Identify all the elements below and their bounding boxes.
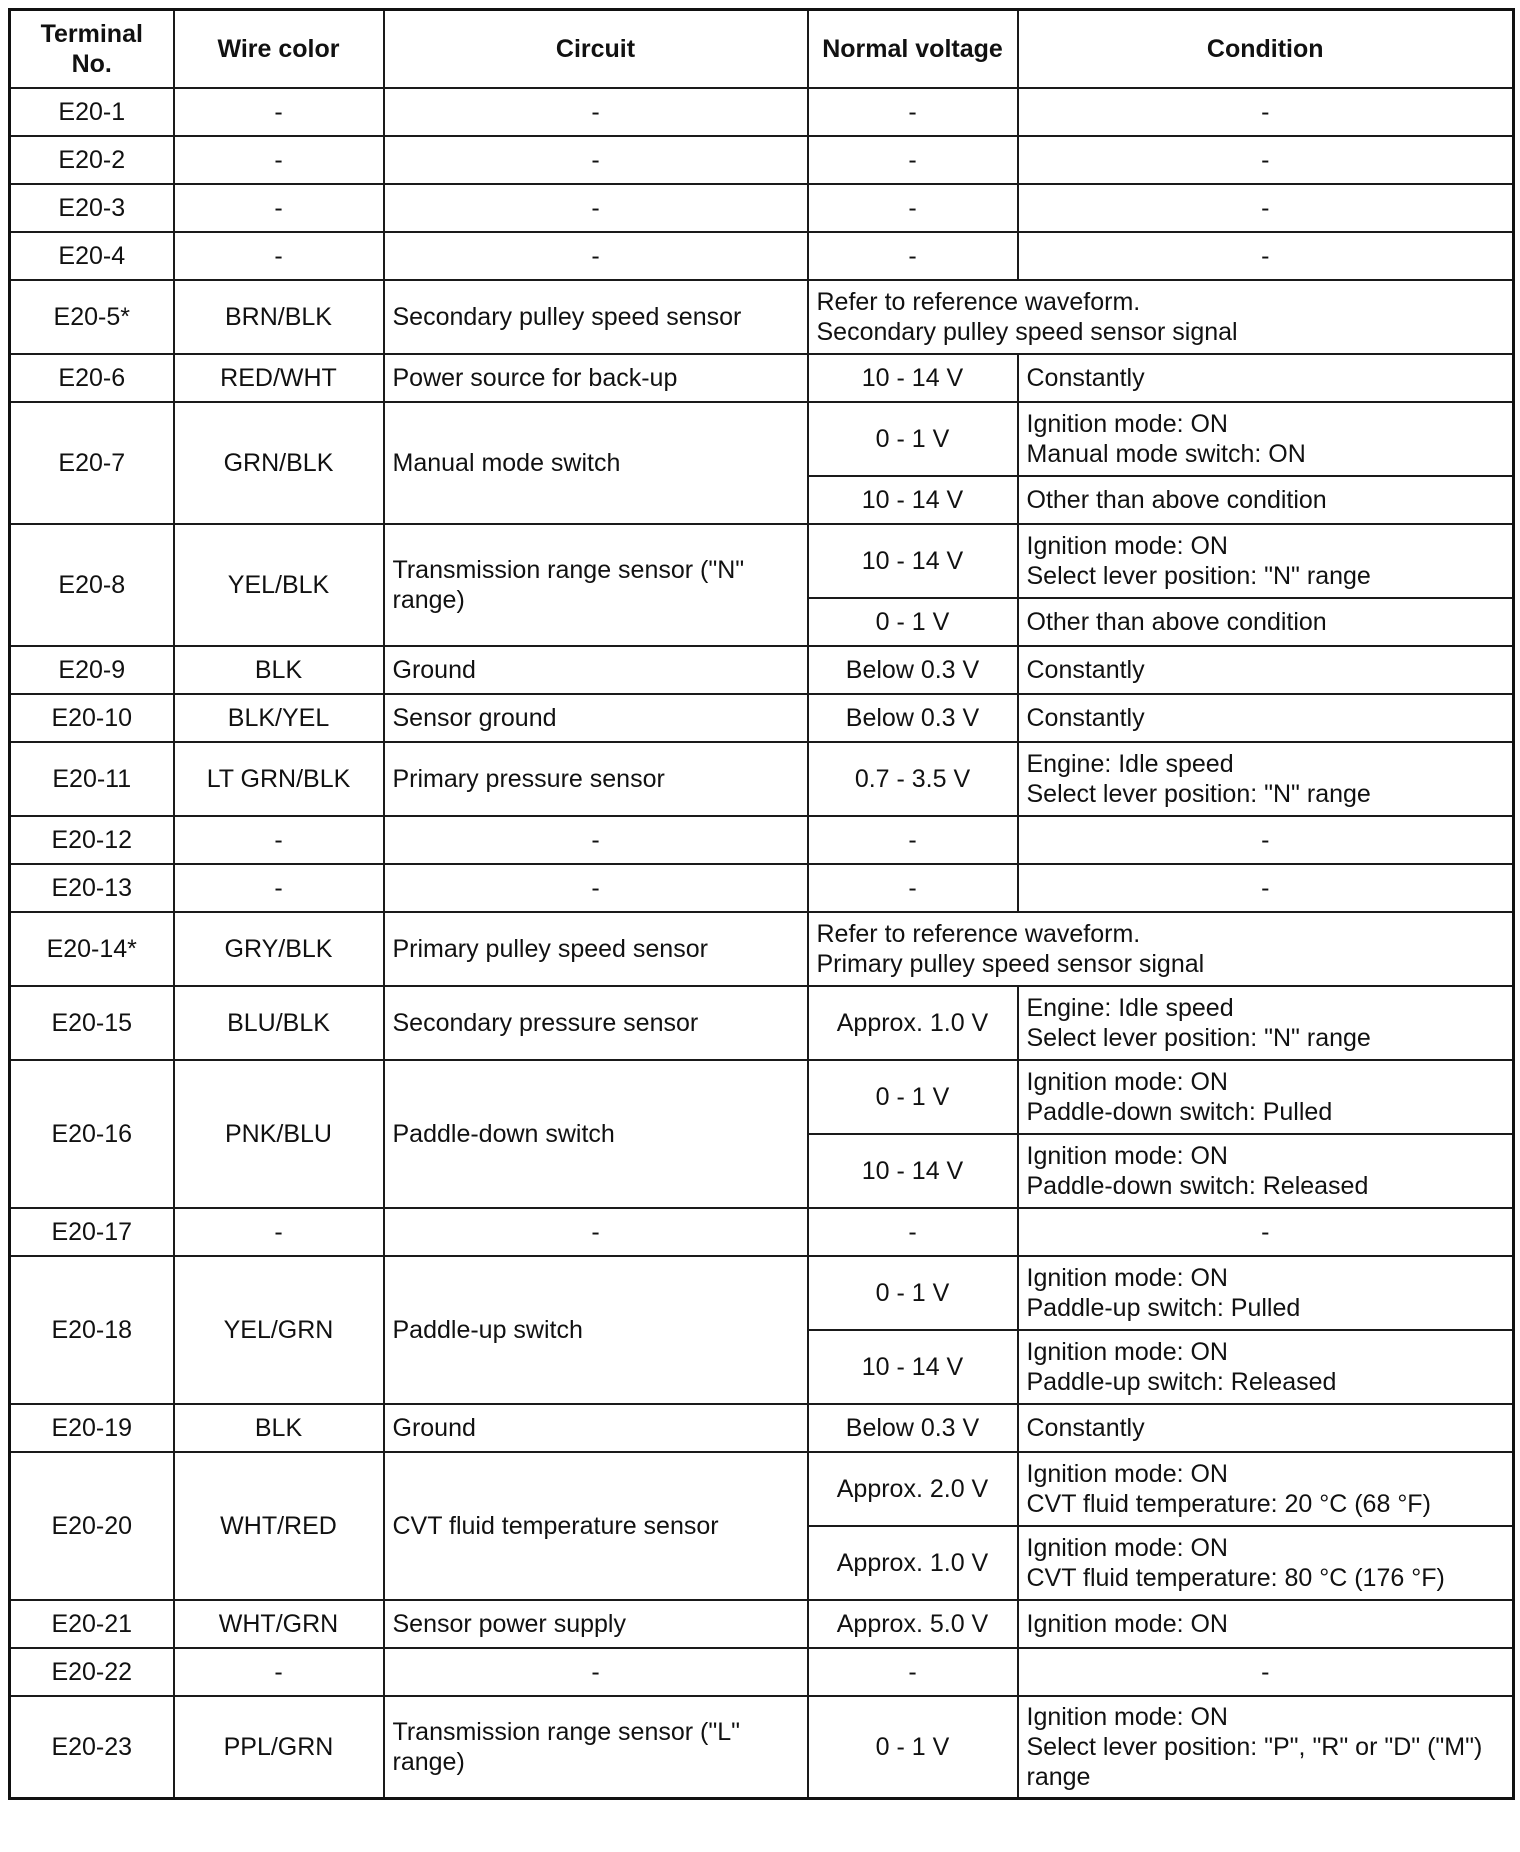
voltage-cell: - bbox=[808, 864, 1018, 912]
circuit-cell: Secondary pulley speed sensor bbox=[384, 280, 808, 354]
wire-color-cell: PPL/GRN bbox=[174, 1696, 384, 1799]
condition-cell: - bbox=[1018, 1648, 1514, 1696]
circuit-cell: Secondary pressure sensor bbox=[384, 986, 808, 1060]
table-row bbox=[10, 280, 1514, 354]
waveform-note-cell: Refer to reference waveform. Primary pulley speed sensor signal bbox=[808, 912, 1514, 986]
terminal-cell: E20-1 bbox=[10, 88, 174, 136]
condition-cell: - bbox=[1018, 184, 1514, 232]
wire-color-cell: BLK bbox=[174, 646, 384, 694]
terminal-cell: E20-13 bbox=[10, 864, 174, 912]
condition-cell: - bbox=[1018, 88, 1514, 136]
terminal-cell: E20-10 bbox=[10, 694, 174, 742]
wire-color-cell: LT GRN/BLK bbox=[174, 742, 384, 816]
voltage-cell: 10 - 14 V bbox=[808, 1330, 1018, 1404]
voltage-cell: - bbox=[808, 1648, 1018, 1696]
condition-cell: Ignition mode: ON CVT fluid temperature: 20 °C (68 °F) bbox=[1018, 1452, 1514, 1526]
voltage-cell: Below 0.3 V bbox=[808, 1404, 1018, 1452]
terminal-cell: E20-23 bbox=[10, 1696, 174, 1799]
circuit-cell: - bbox=[384, 136, 808, 184]
table-row bbox=[10, 864, 1514, 912]
condition-cell: Constantly bbox=[1018, 646, 1514, 694]
condition-cell: - bbox=[1018, 232, 1514, 280]
circuit-cell: - bbox=[384, 88, 808, 136]
table-row bbox=[10, 136, 1514, 184]
wire-color-cell: BLK bbox=[174, 1404, 384, 1452]
condition-cell: Constantly bbox=[1018, 694, 1514, 742]
wire-color-cell: BLU/BLK bbox=[174, 986, 384, 1060]
wire-color-cell: GRY/BLK bbox=[174, 912, 384, 986]
header-circuit: Circuit bbox=[384, 10, 808, 89]
circuit-cell: Ground bbox=[384, 646, 808, 694]
condition-cell: Engine: Idle speed Select lever position: "N" range bbox=[1018, 742, 1514, 816]
voltage-cell: - bbox=[808, 1208, 1018, 1256]
voltage-cell: 0 - 1 V bbox=[808, 402, 1018, 476]
terminal-cell: E20-15 bbox=[10, 986, 174, 1060]
voltage-cell: - bbox=[808, 136, 1018, 184]
table-row bbox=[10, 1648, 1514, 1696]
terminal-cell: E20-3 bbox=[10, 184, 174, 232]
condition-cell: Ignition mode: ON CVT fluid temperature: 80 °C (176 °F) bbox=[1018, 1526, 1514, 1600]
terminal-cell: E20-8 bbox=[10, 524, 174, 646]
condition-cell: Ignition mode: ON Select lever position: "N" range bbox=[1018, 524, 1514, 598]
circuit-cell: Primary pressure sensor bbox=[384, 742, 808, 816]
condition-cell: - bbox=[1018, 1208, 1514, 1256]
circuit-cell: Power source for back-up bbox=[384, 354, 808, 402]
circuit-cell: Sensor power supply bbox=[384, 1600, 808, 1648]
voltage-cell: - bbox=[808, 88, 1018, 136]
condition-cell: Constantly bbox=[1018, 1404, 1514, 1452]
header-row bbox=[10, 10, 1514, 89]
voltage-cell: 10 - 14 V bbox=[808, 524, 1018, 598]
voltage-cell: 10 - 14 V bbox=[808, 1134, 1018, 1208]
circuit-cell: CVT fluid temperature sensor bbox=[384, 1452, 808, 1600]
circuit-cell: Primary pulley speed sensor bbox=[384, 912, 808, 986]
header-condition: Condition bbox=[1018, 10, 1514, 89]
voltage-cell: Approx. 5.0 V bbox=[808, 1600, 1018, 1648]
table-row bbox=[10, 1600, 1514, 1648]
circuit-cell: - bbox=[384, 184, 808, 232]
table-row bbox=[10, 986, 1514, 1060]
wire-color-cell: YEL/GRN bbox=[174, 1256, 384, 1404]
terminal-cell: E20-22 bbox=[10, 1648, 174, 1696]
condition-cell: Engine: Idle speed Select lever position: "N" range bbox=[1018, 986, 1514, 1060]
table-row bbox=[10, 1696, 1514, 1799]
condition-cell: Ignition mode: ON Paddle-down switch: Released bbox=[1018, 1134, 1514, 1208]
table-row bbox=[10, 1256, 1514, 1330]
wire-color-cell: - bbox=[174, 1648, 384, 1696]
condition-cell: Other than above condition bbox=[1018, 476, 1514, 524]
terminal-cell: E20-19 bbox=[10, 1404, 174, 1452]
header-voltage: Normal voltage bbox=[808, 10, 1018, 89]
condition-cell: Constantly bbox=[1018, 354, 1514, 402]
voltage-cell: Below 0.3 V bbox=[808, 646, 1018, 694]
terminal-cell: E20-4 bbox=[10, 232, 174, 280]
wire-color-cell: - bbox=[174, 88, 384, 136]
wire-color-cell: - bbox=[174, 1208, 384, 1256]
voltage-cell: 0 - 1 V bbox=[808, 1696, 1018, 1799]
voltage-cell: Below 0.3 V bbox=[808, 694, 1018, 742]
voltage-cell: Approx. 2.0 V bbox=[808, 1452, 1018, 1526]
condition-cell: - bbox=[1018, 136, 1514, 184]
voltage-cell: 0.7 - 3.5 V bbox=[808, 742, 1018, 816]
voltage-cell: - bbox=[808, 184, 1018, 232]
terminal-cell: E20-11 bbox=[10, 742, 174, 816]
wire-color-cell: - bbox=[174, 232, 384, 280]
wire-color-cell: GRN/BLK bbox=[174, 402, 384, 524]
terminal-cell: E20-6 bbox=[10, 354, 174, 402]
terminal-cell: E20-21 bbox=[10, 1600, 174, 1648]
voltage-cell: Approx. 1.0 V bbox=[808, 1526, 1018, 1600]
table-row bbox=[10, 1208, 1514, 1256]
voltage-cell: - bbox=[808, 232, 1018, 280]
terminal-cell: E20-16 bbox=[10, 1060, 174, 1208]
circuit-cell: Transmission range sensor ("N" range) bbox=[384, 524, 808, 646]
circuit-cell: - bbox=[384, 816, 808, 864]
wire-color-cell: - bbox=[174, 184, 384, 232]
condition-cell: Ignition mode: ON Paddle-down switch: Pulled bbox=[1018, 1060, 1514, 1134]
wire-color-cell: BLK/YEL bbox=[174, 694, 384, 742]
terminal-cell: E20-20 bbox=[10, 1452, 174, 1600]
condition-cell: Ignition mode: ON bbox=[1018, 1600, 1514, 1648]
terminal-cell: E20-7 bbox=[10, 402, 174, 524]
table-row bbox=[10, 354, 1514, 402]
terminal-cell: E20-2 bbox=[10, 136, 174, 184]
wire-color-cell: RED/WHT bbox=[174, 354, 384, 402]
table-row bbox=[10, 1060, 1514, 1134]
table-row bbox=[10, 742, 1514, 816]
condition-cell: Ignition mode: ON Paddle-up switch: Pulled bbox=[1018, 1256, 1514, 1330]
table-row bbox=[10, 694, 1514, 742]
circuit-cell: - bbox=[384, 1648, 808, 1696]
table-row bbox=[10, 646, 1514, 694]
wire-color-cell: YEL/BLK bbox=[174, 524, 384, 646]
voltage-cell: 0 - 1 V bbox=[808, 1060, 1018, 1134]
circuit-cell: - bbox=[384, 864, 808, 912]
wire-color-cell: WHT/RED bbox=[174, 1452, 384, 1600]
circuit-cell: Paddle-down switch bbox=[384, 1060, 808, 1208]
condition-cell: Ignition mode: ON Manual mode switch: ON bbox=[1018, 402, 1514, 476]
terminal-cell: E20-5* bbox=[10, 280, 174, 354]
table-row bbox=[10, 232, 1514, 280]
table-row bbox=[10, 1404, 1514, 1452]
table-row bbox=[10, 816, 1514, 864]
terminal-cell: E20-14* bbox=[10, 912, 174, 986]
wire-color-cell: PNK/BLU bbox=[174, 1060, 384, 1208]
circuit-cell: Manual mode switch bbox=[384, 402, 808, 524]
table-row bbox=[10, 912, 1514, 986]
voltage-cell: 10 - 14 V bbox=[808, 354, 1018, 402]
voltage-cell: - bbox=[808, 816, 1018, 864]
table-row bbox=[10, 524, 1514, 598]
condition-cell: Ignition mode: ON Paddle-up switch: Released bbox=[1018, 1330, 1514, 1404]
condition-cell: Other than above condition bbox=[1018, 598, 1514, 646]
terminal-cell: E20-12 bbox=[10, 816, 174, 864]
terminal-cell: E20-17 bbox=[10, 1208, 174, 1256]
header-wire-color: Wire color bbox=[174, 10, 384, 89]
wire-color-cell: WHT/GRN bbox=[174, 1600, 384, 1648]
wire-color-cell: - bbox=[174, 864, 384, 912]
circuit-cell: Ground bbox=[384, 1404, 808, 1452]
condition-cell: - bbox=[1018, 816, 1514, 864]
table-row bbox=[10, 88, 1514, 136]
condition-cell: - bbox=[1018, 864, 1514, 912]
voltage-cell: 10 - 14 V bbox=[808, 476, 1018, 524]
waveform-note-cell: Refer to reference waveform. Secondary pulley speed sensor signal bbox=[808, 280, 1514, 354]
voltage-cell: 0 - 1 V bbox=[808, 1256, 1018, 1330]
terminal-cell: E20-18 bbox=[10, 1256, 174, 1404]
condition-cell: Ignition mode: ON Select lever position: "P", "R" or "D" ("M") range bbox=[1018, 1696, 1514, 1799]
table-row bbox=[10, 402, 1514, 476]
circuit-cell: Transmission range sensor ("L" range) bbox=[384, 1696, 808, 1799]
voltage-cell: 0 - 1 V bbox=[808, 598, 1018, 646]
circuit-cell: - bbox=[384, 232, 808, 280]
wire-color-cell: - bbox=[174, 136, 384, 184]
wire-color-cell: - bbox=[174, 816, 384, 864]
voltage-cell: Approx. 1.0 V bbox=[808, 986, 1018, 1060]
circuit-cell: Sensor ground bbox=[384, 694, 808, 742]
table-body bbox=[10, 88, 1514, 1799]
header-terminal: Terminal No. bbox=[10, 10, 174, 89]
circuit-cell: Paddle-up switch bbox=[384, 1256, 808, 1404]
terminal-table bbox=[8, 8, 1515, 1800]
table-row bbox=[10, 1452, 1514, 1526]
circuit-cell: - bbox=[384, 1208, 808, 1256]
wire-color-cell: BRN/BLK bbox=[174, 280, 384, 354]
table-row bbox=[10, 184, 1514, 232]
terminal-cell: E20-9 bbox=[10, 646, 174, 694]
